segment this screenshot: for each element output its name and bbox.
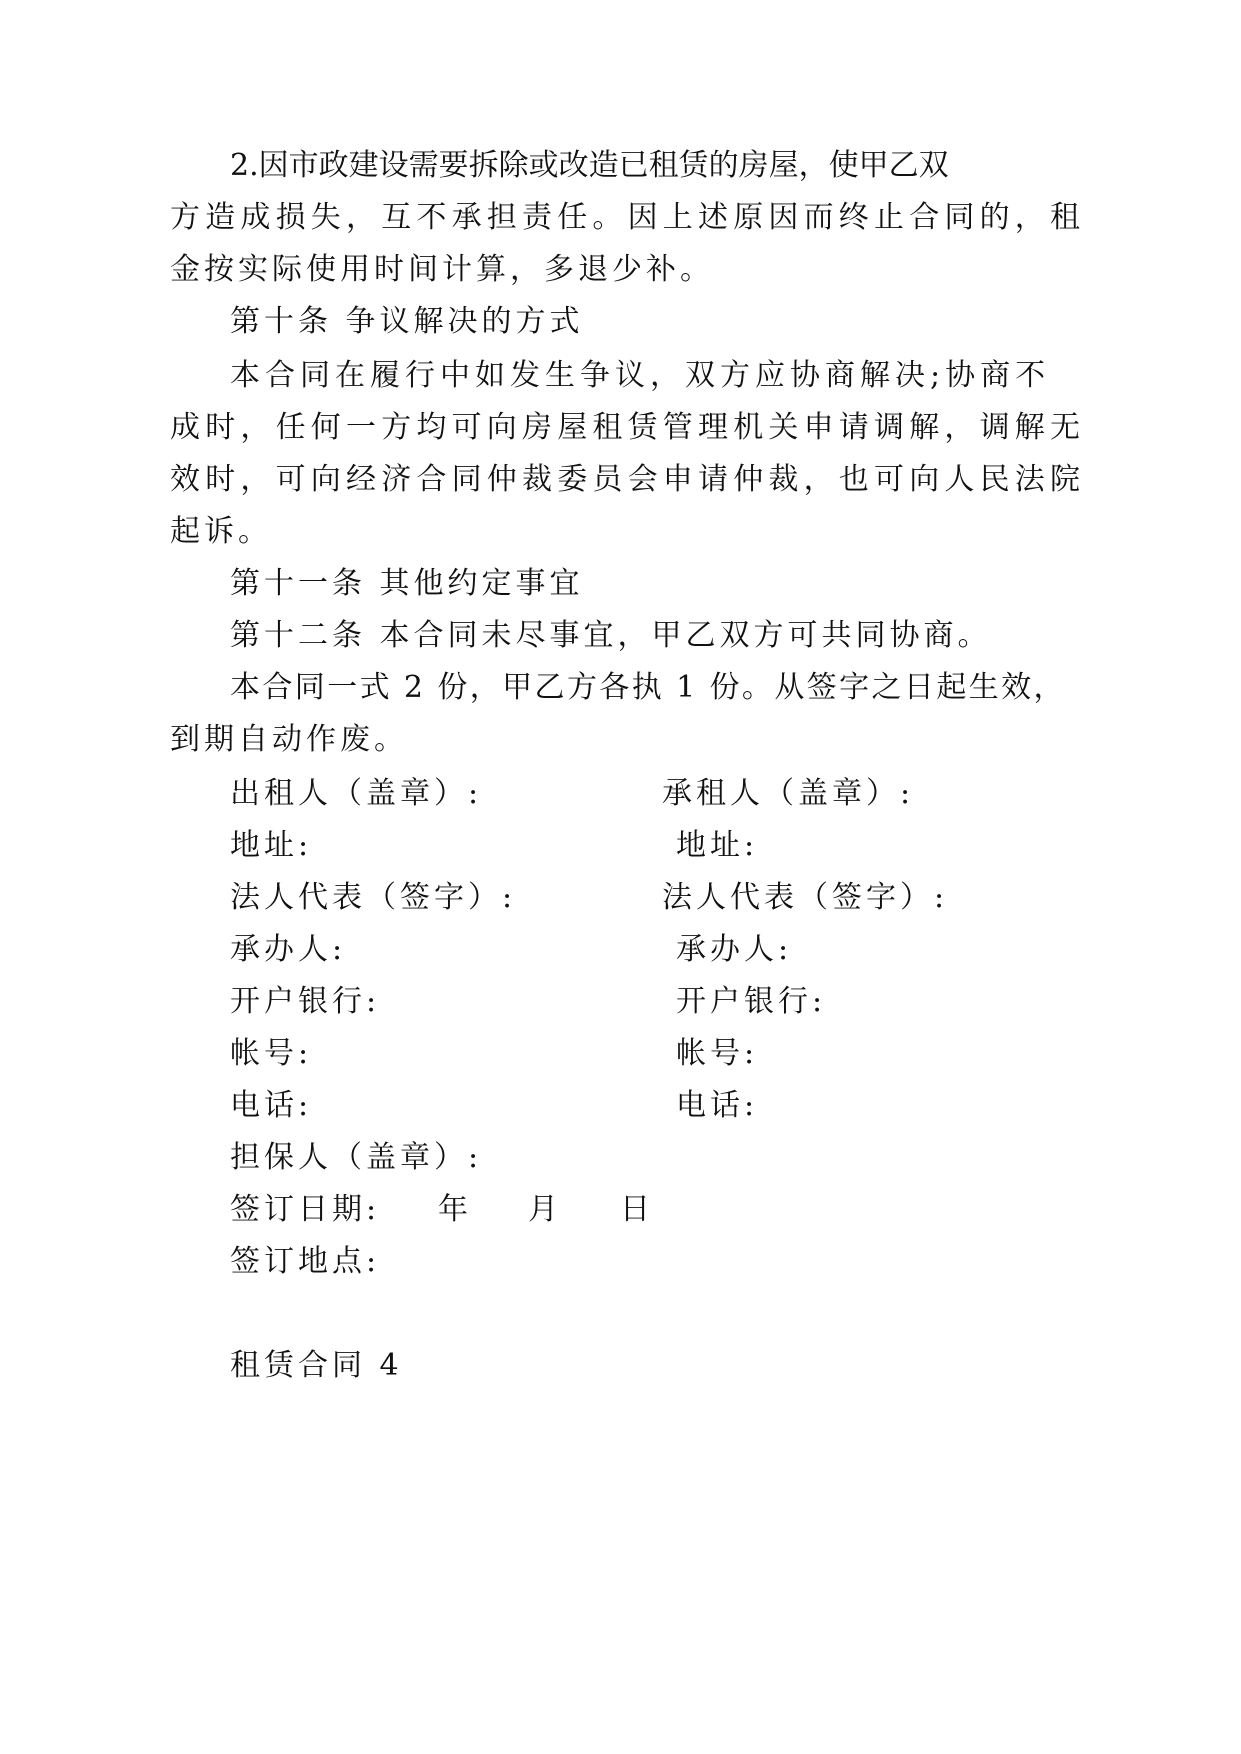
lessee-agent-label: 承办人: [676, 932, 793, 967]
lessor-address-label: 地址: [230, 828, 313, 863]
paragraph-line: 方造成损失，互不承担责任。因上述原因而终止合同的，租 [170, 200, 1086, 235]
lessee-bank-label: 开户银行: [676, 984, 827, 1019]
article-heading: 第十二条 本合同未尽事宜，甲乙双方可共同协商。 [230, 618, 992, 653]
lessor-bank-label: 开户银行: [230, 984, 381, 1019]
sign-date-month: 月 [528, 1192, 562, 1227]
lessor-account-label: 帐号: [230, 1036, 313, 1071]
lessor-legal-rep-label: 法人代表（签字）: [230, 880, 517, 915]
lessee-address-label: 地址: [676, 828, 759, 863]
article-heading: 第十一条 其他约定事宜 [230, 566, 584, 601]
paragraph-line: 金按实际使用时间计算，多退少补。 [170, 252, 714, 287]
sign-date-year: 年 [438, 1192, 472, 1227]
lessee-phone-label: 电话: [676, 1088, 759, 1123]
next-contract-heading: 租赁合同 4 [230, 1348, 403, 1383]
paragraph-line: 起诉。 [170, 514, 272, 549]
sign-date-label: 签订日期: [230, 1192, 381, 1227]
paragraph-line: 效时，可向经济合同仲裁委员会申请仲裁，也可向人民法院 [170, 462, 1086, 497]
guarantor-seal-label: 担保人（盖章）: [230, 1140, 483, 1175]
paragraph-line [230, 148, 949, 184]
paragraph-line: 本合同一式 2 份，甲乙方各执 1 份。从签字之日起生效， [230, 670, 1066, 705]
paragraph-line: 本合同在履行中如发生争议，双方应协商解决;协商不 [230, 358, 1051, 393]
paragraph-line: 成时，任何一方均可向房屋租赁管理机关申请调解，调解无 [170, 410, 1086, 445]
lessor-phone-label: 电话: [230, 1088, 313, 1123]
lessor-agent-label: 承办人: [230, 932, 347, 967]
article-heading: 第十条 争议解决的方式 [230, 304, 584, 339]
sign-place-label: 签订地点: [230, 1244, 381, 1279]
lessee-account-label: 帐号: [676, 1036, 759, 1071]
lessee-legal-rep-label: 法人代表（签字）: [662, 880, 949, 915]
lessee-seal-label: 承租人（盖章）: [662, 776, 915, 811]
text-line: 2.因市政建设需要拆除或改造已租赁的房屋，使甲乙双 [230, 148, 949, 183]
sign-date-day: 日 [620, 1192, 654, 1227]
lessor-seal-label: 出租人（盖章）: [230, 776, 483, 811]
paragraph-line: 到期自动作废。 [170, 722, 408, 757]
